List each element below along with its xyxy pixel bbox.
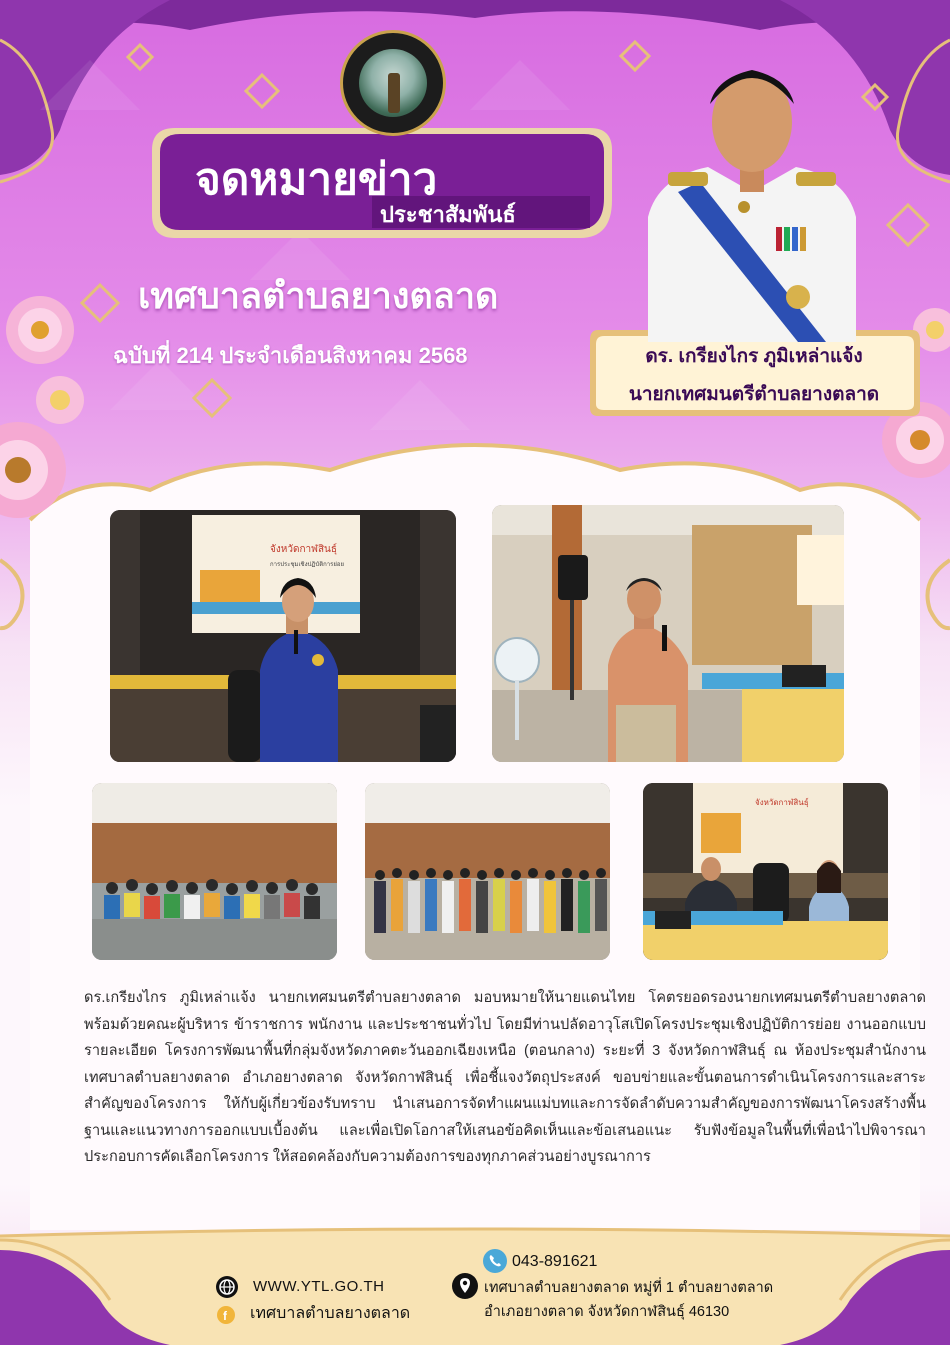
newsletter-subtitle: ประชาสัมพันธ์: [380, 202, 516, 227]
photo-group-standing: [365, 783, 610, 960]
issue-number: ฉบับที่ 214 ประจำเดือนสิงหาคม 2568: [113, 343, 468, 368]
newsletter-title: จดหมายข่าว: [195, 155, 438, 204]
logo-tree-trunk: [388, 73, 400, 113]
mayor-position: นายกเทศมนตรีตำบลยางตลาด: [628, 384, 880, 405]
mayor-portrait: [648, 42, 856, 342]
phone-icon: [483, 1249, 507, 1273]
svg-text:f: f: [223, 1309, 227, 1323]
footer-website[interactable]: WWW.YTL.GO.TH: [253, 1278, 385, 1295]
photo-presenter-man: [492, 505, 844, 762]
facebook-icon: [217, 1306, 235, 1324]
projector-title: จังหวัดกาฬสินธุ์: [755, 798, 809, 807]
organization-name: เทศบาลตำบลยางตลาด: [138, 275, 499, 316]
photo-audience-seated: [92, 783, 337, 960]
mayor-name: ดร. เกรียงไกร ภูมิเหล่าแจ้ง: [645, 346, 863, 367]
projector-subtitle: การประชุมเชิงปฏิบัติการย่อย: [270, 562, 344, 568]
article-body: ดร.เกรียงไกร ภูมิเหล่าแจ้ง นายกเทศมนตรีตำบลยางตลาด มอบหมายให้นายแดนไทย โคตรยอดรองนายกเทศมนตรีตำบลยางตลาด พร้อมด้วยคณะผู้บริหาร ข้าราชการ พนักงาน และประชาชนทั่วไป โดยมีท่านปลัดอาวุโสเปิดโครงประชุมเชิงปฏิบัติการย่อย งานออกแบบรายละเอียด โครงการพัฒนาพื้นที่กลุ่มจังหวัดภาคตะวันออกเฉียงเหนือ (ตอนกลาง) ระยะที่ 3 จังหวัดกาฬสินธุ์ ณ ห้องประชุมสำนักงานเทศบาลตำบลยางตลาด อำเภอยางตลาด จังหวัดกาฬสินธุ์ เพื่อชี้แจงวัตถุประสงค์ ขอบข่ายและขั้นตอนการดำเนินโครงการและสาระสำคัญของโครงการ ให้กับผู้เกี่ยวข้องรับทราบ นำเสนอการจัดทำแผนแม่บทและการจัดลำดับความสำคัญของการพัฒนาโครงสร้างพื้นฐานและแนวทางการออกแบบเบื้องต้น และเพื่อเปิดโอกาสให้เสนอข้อคิดเห็นและข้อเสนอแนะ รับฟังข้อมูลในพื้นที่เพื่อนำไปพิจารณาประกอบการคัดเลือกโครงการ ให้สอดคล้องกับความต้องการของทุกภาคส่วนอย่างบูรณาการ: [84, 990, 926, 1165]
municipality-logo: [340, 30, 446, 136]
footer-address-line2: อำเภอยางตลาด จังหวัดกาฬสินธุ์ 46130: [484, 1304, 730, 1320]
globe-icon: [216, 1276, 238, 1298]
footer-facebook[interactable]: เทศบาลตำบลยางตลาด: [250, 1305, 411, 1322]
location-pin-icon: [452, 1273, 478, 1299]
projector-title: จังหวัดกาฬสินธุ์: [270, 544, 337, 555]
photo-panel-table: [643, 783, 888, 960]
photo-presenter-woman: [110, 510, 456, 762]
footer-phone[interactable]: 043-891621: [512, 1253, 598, 1270]
footer-address-line1: เทศบาลตำบลยางตลาด หมู่ที่ 1 ตำบลยางตลาด: [484, 1280, 774, 1296]
